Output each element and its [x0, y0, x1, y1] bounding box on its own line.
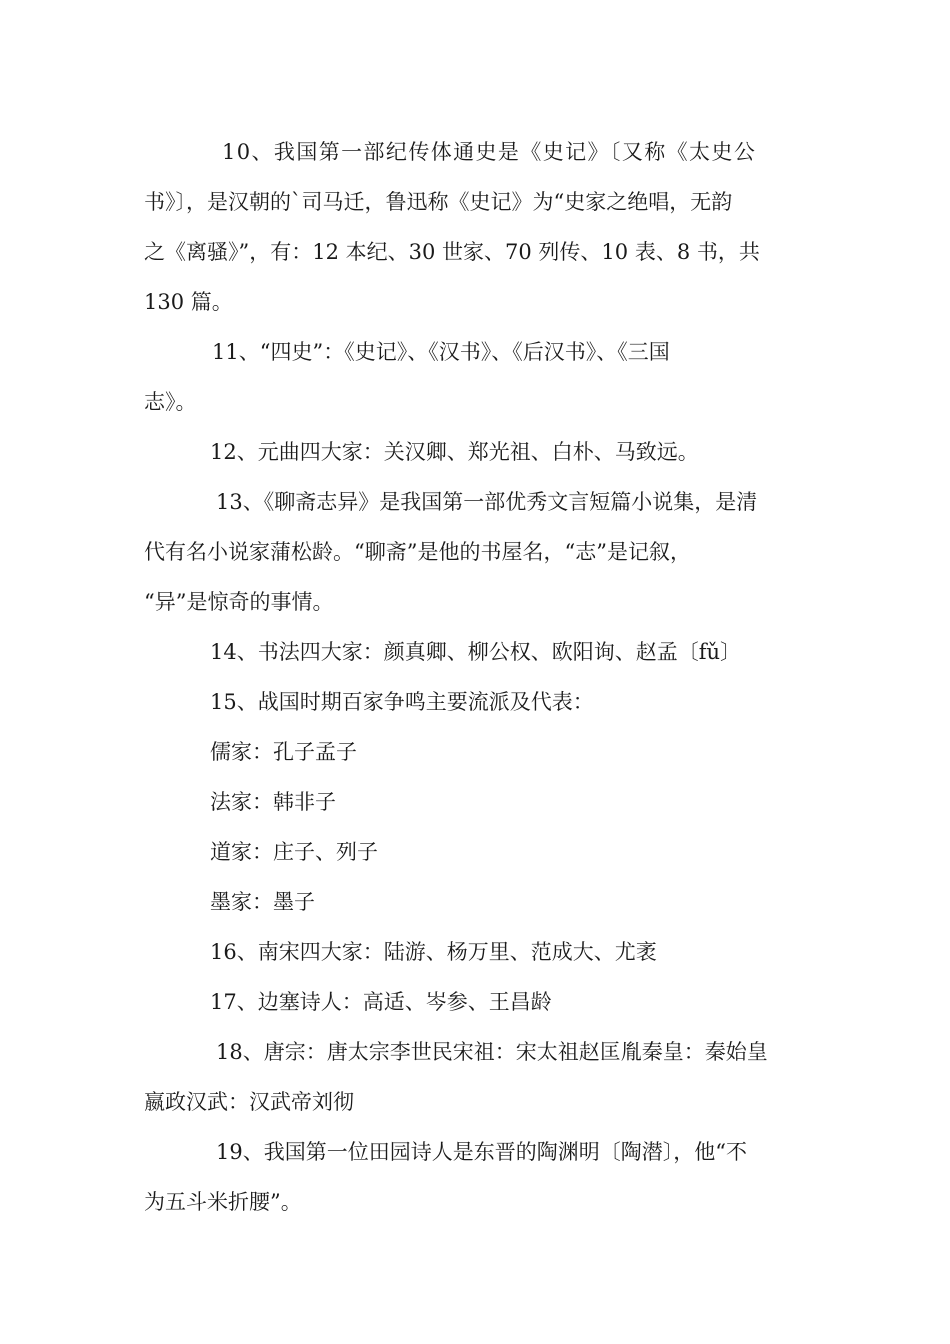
- text-line: 志》。: [144, 390, 197, 414]
- text-line: 130 篇。: [144, 290, 233, 314]
- text-line: 法家：韩非子: [210, 790, 336, 814]
- text-line: 16、南宋四大家：陆游、杨万里、范成大、尤袤: [210, 940, 657, 964]
- text-line: 13、《聊斋志异》是我国第一部优秀文言短篇小说集，是清: [216, 490, 758, 514]
- text-line: 道家：庄子、列子: [210, 840, 378, 864]
- text-line: 为五斗米折腰”。: [144, 1190, 302, 1214]
- text-line: 14、书法四大家：颜真卿、柳公权、欧阳询、赵孟〔fǔ〕: [210, 640, 742, 664]
- text-line: 11、“四史”：《史记》、《汉书》、《后汉书》、《三国: [212, 340, 670, 364]
- text-line: 12、元曲四大家：关汉卿、郑光祖、白朴、马致远。: [210, 440, 699, 464]
- text-line: 19、我国第一位田园诗人是东晋的陶渊明〔陶潜〕，他“不: [216, 1140, 747, 1164]
- text-line: 嬴政汉武：汉武帝刘彻: [144, 1090, 354, 1114]
- text-line: 之《离骚》”，有：12 本纪、30 世家、70 列传、10 表、8 书，共: [144, 240, 760, 264]
- text-line: 17、边塞诗人：高适、岑参、王昌龄: [210, 990, 552, 1014]
- text-line: “异”是惊奇的事情。: [144, 590, 334, 614]
- text-line: 代有名小说家蒲松龄。“聊斋”是他的书屋名，“志”是记叙，: [144, 540, 691, 564]
- text-line: 15、战国时期百家争鸣主要流派及代表：: [210, 690, 594, 714]
- text-line: 儒家：孔子孟子: [210, 740, 357, 764]
- text-line: 18、唐宗：唐太宗李世民宋祖：宋太祖赵匡胤秦皇：秦始皇: [216, 1040, 768, 1064]
- text-line: 书》〕，是汉朝的`司马迁，鲁迅称《史记》为“史家之绝唱，无韵: [144, 190, 733, 214]
- text-line: 墨家：墨子: [210, 890, 315, 914]
- text-line: 10、我国第一部纪传体通史是《史记》〔又称《太史公: [222, 140, 757, 164]
